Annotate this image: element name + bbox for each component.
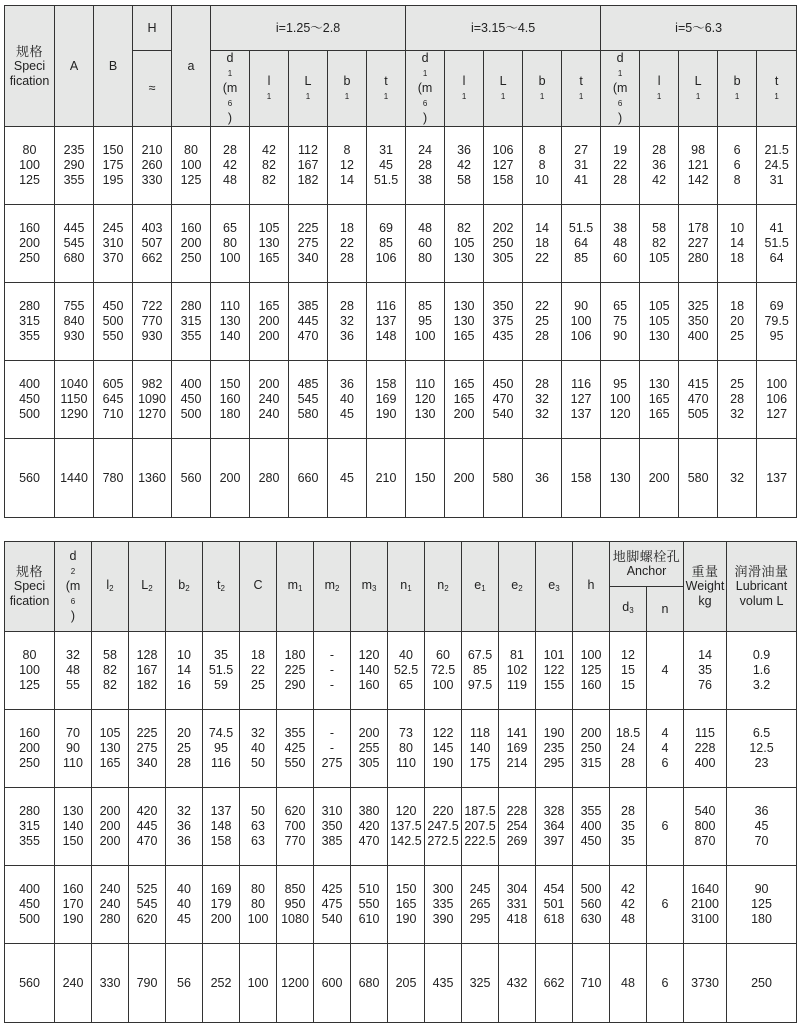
cell-g3-L1: 580 (679, 439, 718, 518)
header-e1: $e_1$ (462, 542, 499, 632)
header-g3-d1: d 1 (m 6 ) (601, 51, 640, 127)
cell-g2-b1: 22 25 28 (523, 283, 562, 361)
cell-g3-t1: 69 79.5 95 (757, 283, 797, 361)
dimension-table-2 (4, 541, 797, 1023)
cell-g3-L1: 178 227 280 (679, 205, 718, 283)
cell-m2: 310 350 385 (314, 788, 351, 866)
cell-e1: 67.5 85 97.5 (462, 632, 499, 710)
cell-g3-l1: 200 (640, 439, 679, 518)
cell-g3-t1: 137 (757, 439, 797, 518)
table-row (5, 439, 797, 518)
cell-g1-b1: 8 12 14 (328, 127, 367, 205)
header-g2-d1: d 1 (m 6 ) (406, 51, 445, 127)
header-n2: $n_2$ (425, 542, 462, 632)
dimension-table-1 (4, 5, 797, 518)
cell-A: 755 840 930 (55, 283, 94, 361)
cell-d3: 48 (610, 944, 647, 1023)
cell-m3: 510 550 610 (351, 866, 388, 944)
header-weight: 重量 Weight kg (684, 542, 727, 632)
cell-g3-d1: 19 22 28 (601, 127, 640, 205)
cell-g3-b1: 10 14 18 (718, 205, 757, 283)
header-l2: $l_2$ (92, 542, 129, 632)
cell-d3: 18.5 24 28 (610, 710, 647, 788)
cell-g2-L1: 202 250 305 (484, 205, 523, 283)
header-g2-b1: b 1 (523, 51, 562, 127)
header-group-1: i=1.25～2.8 (211, 6, 406, 51)
cell-spec: 80 100 125 (5, 632, 55, 710)
cell-e1: 245 265 295 (462, 866, 499, 944)
cell-g3-d1: 130 (601, 439, 640, 518)
cell-t2: 74.5 95 116 (203, 710, 240, 788)
cell-b2: 10 14 16 (166, 632, 203, 710)
cell-g3-L1: 98 121 142 (679, 127, 718, 205)
header-C: C (240, 542, 277, 632)
header-b2: $b_2$ (166, 542, 203, 632)
table-row (5, 632, 797, 710)
cell-g2-b1: 8 8 10 (523, 127, 562, 205)
cell-e3: 454 501 618 (536, 866, 573, 944)
cell-g3-d1: 38 48 60 (601, 205, 640, 283)
cell-g2-l1: 200 (445, 439, 484, 518)
cell-d3: 28 35 35 (610, 788, 647, 866)
cell-spec: 280 315 355 (5, 283, 55, 361)
cell-a: 560 (172, 439, 211, 518)
cell-spec: 80 100 125 (5, 127, 55, 205)
cell-d3: 12 15 15 (610, 632, 647, 710)
cell-g1-L1: 112 167 182 (289, 127, 328, 205)
cell-g2-l1: 130 130 165 (445, 283, 484, 361)
cell-A: 1440 (55, 439, 94, 518)
table-row (5, 205, 797, 283)
cell-d3: 42 42 48 (610, 866, 647, 944)
cell-lube: 250 (727, 944, 797, 1023)
cell-L2: 525 545 620 (129, 866, 166, 944)
cell-b2: 40 40 45 (166, 866, 203, 944)
cell-g3-d1: 95 100 120 (601, 361, 640, 439)
cell-n: 4 4 6 (647, 710, 684, 788)
cell-e2: 141 169 214 (499, 710, 536, 788)
header-g2-L1: L 1 (484, 51, 523, 127)
cell-g1-l1: 280 (250, 439, 289, 518)
header-d3: $d_3$ (610, 587, 647, 632)
header-g3-l1: l 1 (640, 51, 679, 127)
cell-g3-t1: 21.5 24.5 31 (757, 127, 797, 205)
cell-e3: 190 235 295 (536, 710, 573, 788)
cell-g1-b1: 28 32 36 (328, 283, 367, 361)
cell-g2-d1: 48 60 80 (406, 205, 445, 283)
cell-g2-t1: 158 (562, 439, 601, 518)
table-row (5, 788, 797, 866)
cell-e3: 101 122 155 (536, 632, 573, 710)
header-B: B (94, 6, 133, 127)
cell-m1: 620 700 770 (277, 788, 314, 866)
cell-C: 80 80 100 (240, 866, 277, 944)
cell-l2: 240 240 280 (92, 866, 129, 944)
cell-spec: 560 (5, 439, 55, 518)
header-g2-l1: l 1 (445, 51, 484, 127)
cell-g3-l1: 58 82 105 (640, 205, 679, 283)
header-e2: $e_2$ (499, 542, 536, 632)
cell-spec: 280 315 355 (5, 788, 55, 866)
cell-spec: 400 450 500 (5, 866, 55, 944)
header-spec: 规格 Speci fication (5, 6, 55, 127)
header-g3-L1: L 1 (679, 51, 718, 127)
cell-t2: 252 (203, 944, 240, 1023)
cell-g3-b1: 32 (718, 439, 757, 518)
cell-g2-l1: 36 42 58 (445, 127, 484, 205)
cell-C: 100 (240, 944, 277, 1023)
cell-h: 100 125 160 (573, 632, 610, 710)
cell-g2-d1: 85 95 100 (406, 283, 445, 361)
cell-m1: 180 225 290 (277, 632, 314, 710)
cell-A: 445 545 680 (55, 205, 94, 283)
cell-g3-t1: 41 51.5 64 (757, 205, 797, 283)
cell-h: 500 560 630 (573, 866, 610, 944)
cell-n: 6 (647, 788, 684, 866)
header-H-approx: ≈ (133, 51, 172, 127)
cell-g2-L1: 350 375 435 (484, 283, 523, 361)
cell-weight: 3730 (684, 944, 727, 1023)
cell-weight: 14 35 76 (684, 632, 727, 710)
cell-L2: 225 275 340 (129, 710, 166, 788)
header-d2: d 2 (m 6 ) (55, 542, 92, 632)
cell-A: 1040 1150 1290 (55, 361, 94, 439)
cell-t2: 35 51.5 59 (203, 632, 240, 710)
cell-g1-d1: 150 160 180 (211, 361, 250, 439)
cell-t2: 137 148 158 (203, 788, 240, 866)
header-m2: $m_2$ (314, 542, 351, 632)
cell-n1: 205 (388, 944, 425, 1023)
cell-e2: 432 (499, 944, 536, 1023)
cell-n: 6 (647, 866, 684, 944)
cell-g2-l1: 82 105 130 (445, 205, 484, 283)
cell-e3: 328 364 397 (536, 788, 573, 866)
cell-l2: 105 130 165 (92, 710, 129, 788)
cell-L2: 128 167 182 (129, 632, 166, 710)
cell-g1-b1: 36 40 45 (328, 361, 367, 439)
cell-n: 4 (647, 632, 684, 710)
cell-b2: 32 36 36 (166, 788, 203, 866)
cell-a: 160 200 250 (172, 205, 211, 283)
header-anchor: 地脚螺栓孔 Anchor (610, 542, 684, 587)
cell-g3-t1: 100 106 127 (757, 361, 797, 439)
cell-H: 1360 (133, 439, 172, 518)
cell-g2-b1: 14 18 22 (523, 205, 562, 283)
cell-a: 80 100 125 (172, 127, 211, 205)
header-H: H (133, 6, 172, 51)
header-m3: $m_3$ (351, 542, 388, 632)
header-g3-b1: b 1 (718, 51, 757, 127)
cell-g2-b1: 28 32 32 (523, 361, 562, 439)
cell-e1: 187.5 207.5 222.5 (462, 788, 499, 866)
cell-g1-l1: 105 130 165 (250, 205, 289, 283)
cell-H: 982 1090 1270 (133, 361, 172, 439)
cell-g1-L1: 660 (289, 439, 328, 518)
cell-spec: 400 450 500 (5, 361, 55, 439)
cell-n2: 435 (425, 944, 462, 1023)
cell-weight: 115 228 400 (684, 710, 727, 788)
cell-n1: 150 165 190 (388, 866, 425, 944)
table-row (5, 710, 797, 788)
cell-b2: 56 (166, 944, 203, 1023)
cell-g1-l1: 165 200 200 (250, 283, 289, 361)
cell-H: 403 507 662 (133, 205, 172, 283)
cell-d2: 70 90 110 (55, 710, 92, 788)
cell-g2-t1: 27 31 41 (562, 127, 601, 205)
cell-g1-L1: 485 545 580 (289, 361, 328, 439)
cell-g1-t1: 210 (367, 439, 406, 518)
cell-g2-b1: 36 (523, 439, 562, 518)
cell-g3-L1: 325 350 400 (679, 283, 718, 361)
cell-m3: 120 140 160 (351, 632, 388, 710)
cell-e2: 81 102 119 (499, 632, 536, 710)
cell-g1-t1: 69 85 106 (367, 205, 406, 283)
cell-d2: 240 (55, 944, 92, 1023)
cell-g2-t1: 51.5 64 85 (562, 205, 601, 283)
cell-g1-l1: 42 82 82 (250, 127, 289, 205)
cell-g1-l1: 200 240 240 (250, 361, 289, 439)
cell-m2: - - 275 (314, 710, 351, 788)
cell-g3-d1: 65 75 90 (601, 283, 640, 361)
cell-B: 780 (94, 439, 133, 518)
cell-a: 280 315 355 (172, 283, 211, 361)
header-h: h (573, 542, 610, 632)
cell-lube: 36 45 70 (727, 788, 797, 866)
cell-C: 18 22 25 (240, 632, 277, 710)
header-g1-L1: L 1 (289, 51, 328, 127)
cell-spec: 160 200 250 (5, 710, 55, 788)
table-row (5, 944, 797, 1023)
cell-h: 710 (573, 944, 610, 1023)
cell-g1-d1: 200 (211, 439, 250, 518)
header-group-3: i=5～6.3 (601, 6, 797, 51)
cell-e2: 304 331 418 (499, 866, 536, 944)
header-spec: 规格 Speci fication (5, 542, 55, 632)
cell-g1-d1: 110 130 140 (211, 283, 250, 361)
cell-H: 210 260 330 (133, 127, 172, 205)
table-row (5, 283, 797, 361)
header-group-2: i=3.15～4.5 (406, 6, 601, 51)
cell-g1-L1: 385 445 470 (289, 283, 328, 361)
cell-L2: 420 445 470 (129, 788, 166, 866)
cell-g1-b1: 18 22 28 (328, 205, 367, 283)
cell-g3-l1: 130 165 165 (640, 361, 679, 439)
cell-spec: 160 200 250 (5, 205, 55, 283)
header-n1: $n_1$ (388, 542, 425, 632)
cell-t2: 169 179 200 (203, 866, 240, 944)
cell-g1-L1: 225 275 340 (289, 205, 328, 283)
cell-n1: 120 137.5 142.5 (388, 788, 425, 866)
header-A: A (55, 6, 94, 127)
table-row (5, 361, 797, 439)
cell-n: 6 (647, 944, 684, 1023)
cell-C: 32 40 50 (240, 710, 277, 788)
cell-g2-d1: 110 120 130 (406, 361, 445, 439)
cell-n2: 122 145 190 (425, 710, 462, 788)
cell-B: 245 310 370 (94, 205, 133, 283)
cell-g3-L1: 415 470 505 (679, 361, 718, 439)
cell-lube: 6.5 12.5 23 (727, 710, 797, 788)
cell-l2: 200 200 200 (92, 788, 129, 866)
header-g1-b1: b 1 (328, 51, 367, 127)
cell-m1: 1200 (277, 944, 314, 1023)
cell-m2: 425 475 540 (314, 866, 351, 944)
cell-a: 400 450 500 (172, 361, 211, 439)
cell-L2: 790 (129, 944, 166, 1023)
cell-m1: 355 425 550 (277, 710, 314, 788)
cell-m2: - - - (314, 632, 351, 710)
cell-l2: 58 82 82 (92, 632, 129, 710)
cell-g1-t1: 158 169 190 (367, 361, 406, 439)
cell-g2-t1: 90 100 106 (562, 283, 601, 361)
cell-g2-l1: 165 165 200 (445, 361, 484, 439)
cell-g2-d1: 24 28 38 (406, 127, 445, 205)
cell-g1-d1: 65 80 100 (211, 205, 250, 283)
cell-spec: 560 (5, 944, 55, 1023)
cell-b2: 20 25 28 (166, 710, 203, 788)
header-g1-l1: l 1 (250, 51, 289, 127)
cell-B: 450 500 550 (94, 283, 133, 361)
cell-g2-L1: 106 127 158 (484, 127, 523, 205)
cell-weight: 1640 2100 3100 (684, 866, 727, 944)
cell-g2-L1: 450 470 540 (484, 361, 523, 439)
cell-H: 722 770 930 (133, 283, 172, 361)
cell-e1: 325 (462, 944, 499, 1023)
cell-g3-l1: 28 36 42 (640, 127, 679, 205)
cell-weight: 540 800 870 (684, 788, 727, 866)
cell-lube: 0.9 1.6 3.2 (727, 632, 797, 710)
cell-m3: 380 420 470 (351, 788, 388, 866)
header-g1-d1: d 1 (m 6 ) (211, 51, 250, 127)
header-g3-t1: t 1 (757, 51, 797, 127)
table-row (5, 866, 797, 944)
cell-g3-b1: 25 28 32 (718, 361, 757, 439)
cell-d2: 32 48 55 (55, 632, 92, 710)
cell-n1: 73 80 110 (388, 710, 425, 788)
cell-m2: 600 (314, 944, 351, 1023)
cell-n2: 300 335 390 (425, 866, 462, 944)
header-a: a (172, 6, 211, 127)
cell-lube: 90 125 180 (727, 866, 797, 944)
cell-g3-l1: 105 105 130 (640, 283, 679, 361)
cell-g1-d1: 28 42 48 (211, 127, 250, 205)
cell-l2: 330 (92, 944, 129, 1023)
header-lubricant: 润滑油量 Lubricant volum L (727, 542, 797, 632)
cell-B: 605 645 710 (94, 361, 133, 439)
cell-n2: 60 72.5 100 (425, 632, 462, 710)
cell-h: 200 250 315 (573, 710, 610, 788)
header-e3: $e_3$ (536, 542, 573, 632)
cell-d2: 160 170 190 (55, 866, 92, 944)
cell-e3: 662 (536, 944, 573, 1023)
cell-g3-b1: 6 6 8 (718, 127, 757, 205)
cell-h: 355 400 450 (573, 788, 610, 866)
header-L2: $L_2$ (129, 542, 166, 632)
cell-m3: 680 (351, 944, 388, 1023)
cell-A: 235 290 355 (55, 127, 94, 205)
header-n: n (647, 587, 684, 632)
table-row (5, 127, 797, 205)
cell-e2: 228 254 269 (499, 788, 536, 866)
header-g1-t1: t 1 (367, 51, 406, 127)
cell-B: 150 175 195 (94, 127, 133, 205)
cell-g2-t1: 116 127 137 (562, 361, 601, 439)
cell-g2-L1: 580 (484, 439, 523, 518)
cell-n1: 40 52.5 65 (388, 632, 425, 710)
cell-n2: 220 247.5 272.5 (425, 788, 462, 866)
cell-g2-d1: 150 (406, 439, 445, 518)
cell-d2: 130 140 150 (55, 788, 92, 866)
cell-m1: 850 950 1080 (277, 866, 314, 944)
header-g2-t1: t 1 (562, 51, 601, 127)
header-m1: $m_1$ (277, 542, 314, 632)
cell-g1-b1: 45 (328, 439, 367, 518)
cell-C: 50 63 63 (240, 788, 277, 866)
cell-g1-t1: 116 137 148 (367, 283, 406, 361)
cell-g1-t1: 31 45 51.5 (367, 127, 406, 205)
header-t2: $t_2$ (203, 542, 240, 632)
cell-m3: 200 255 305 (351, 710, 388, 788)
cell-e1: 118 140 175 (462, 710, 499, 788)
cell-g3-b1: 18 20 25 (718, 283, 757, 361)
